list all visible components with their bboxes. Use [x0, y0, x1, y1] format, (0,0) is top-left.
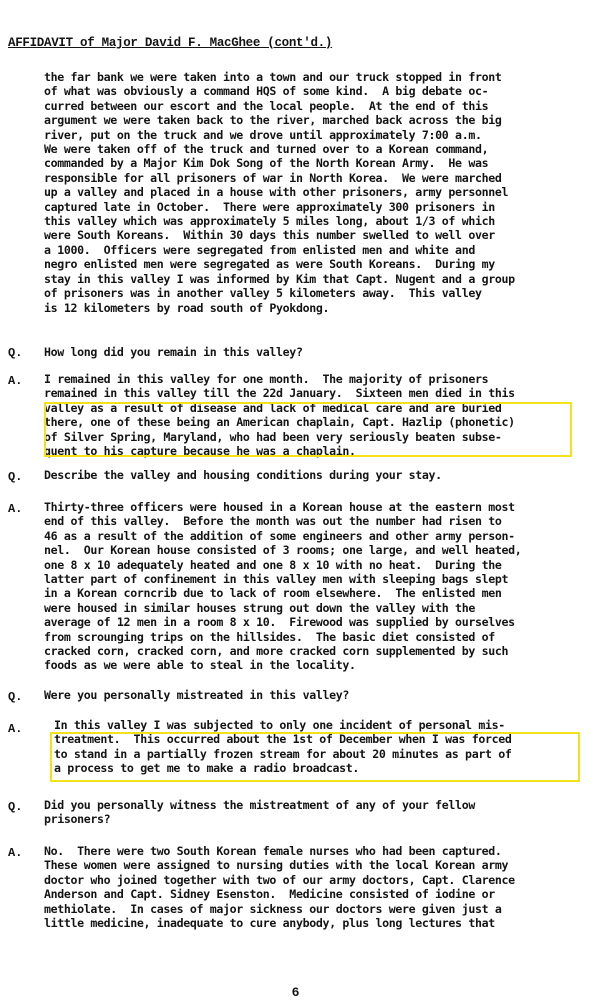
q2-label: Q.: [8, 470, 23, 484]
a3-label: A.: [8, 722, 23, 736]
continued-paragraph: the far bank we were taken into a town and our truck stopped in front of what was obviously a command HQS of some kind. A big debate oc- curred between our escort and the local people. At the end of this argument we were taken back to the river, marched back across the big river, put on the truck and we drove until approximately 7:00 a.m. We were taken off of the truck and turned over to a Korean command, commanded by a Major Kim Dok Song of the North Korean Army. He was responsible for all prisoners of war in North Korea. We were marched up a valley and placed in a house with other prisoners, army personnel captured late in October. There were approximately 300 prisoners in this valley which was approximately 5 miles long, about 1/3 of which were South Koreans. Within 30 days this number swelled to well over a 1000. Officers were segregated from enlisted men and white and negro enlisted men were segregated as were South Koreans. During my stay in this valley I was informed by Kim that Capt. Nugent and a group of prisoners was in another valley 5 kilometers away. This valley is 12 kilometers by road south of Pyokdong.: [44, 70, 515, 315]
answer-2: Thirty-three officers were housed in a Korean house at the eastern most end of this valley. Before the month was out the number had risen to 46 as a result of the addition of some engineers and other army person- nel. Our Korean house consisted of 3 rooms; one large, and well heated, one 8 x 10 adequately heated and one 8 x 10 with no heat. During the latter part of confinement in this valley men with sleeping bags slept in a Korean corncrib due to lack of room elsewhere. The enlisted men were housed in similar houses strung out down the valley with the average of 12 men in a room 8 x 10. Firewood was supplied by ourselves from scrounging trips on the hillsides. The basic diet consisted of cracked corn, cracked corn, and more cracked corn supplemented by such foods as we were able to steal in the locality.: [44, 500, 522, 673]
question-4: Did you personally witness the mistreatment of any of your fellow prisoners?: [44, 798, 475, 827]
question-1: How long did you remain in this valley?: [44, 345, 303, 359]
question-3: Were you personally mistreated in this valley?: [44, 688, 349, 702]
question-2: Describe the valley and housing conditions during your stay.: [44, 468, 442, 482]
answer-3: In this valley I was subjected to only one incident of personal mis- treatment. This occurred about the 1st of December when I was forced to stand in a partially frozen stream for about 20 minutes as part of a process to get me to make a radio broadcast.: [54, 718, 512, 776]
answer-1: I remained in this valley for one month. The majority of prisoners remained in this valley till the 22d January. Sixteen men died in this valley as a result of disease and lack of medical care and are buried there, one of these being an American chaplain, Capt. Hazlip (phonetic) of Silver Spring, Maryland, who had been very seriously beaten subse- quent to his capture because he was a chaplain.: [44, 372, 515, 459]
answer-4: No. There were two South Korean female nurses who had been captured. These women were assigned to nursing duties with the local Korean army doctor who joined together with two of our army doctors, Capt. Clarence Anderson and Capt. Sidney Esenston. Medicine consisted of iodine or methiolate. In cases of major sickness our doctors were given just a little medicine, inadequate to cure anybody, plus long lectures that: [44, 844, 515, 931]
a1-label: A.: [8, 374, 23, 388]
a2-label: A.: [8, 502, 23, 516]
document-header: AFFIDAVIT of Major David F. MacGhee (cont'd.): [8, 36, 333, 50]
q3-label: Q.: [8, 690, 23, 704]
a4-label: A.: [8, 846, 23, 860]
page-number: 6: [291, 985, 300, 1000]
q1-label: Q.: [8, 346, 23, 360]
q4-label: Q.: [8, 800, 23, 814]
